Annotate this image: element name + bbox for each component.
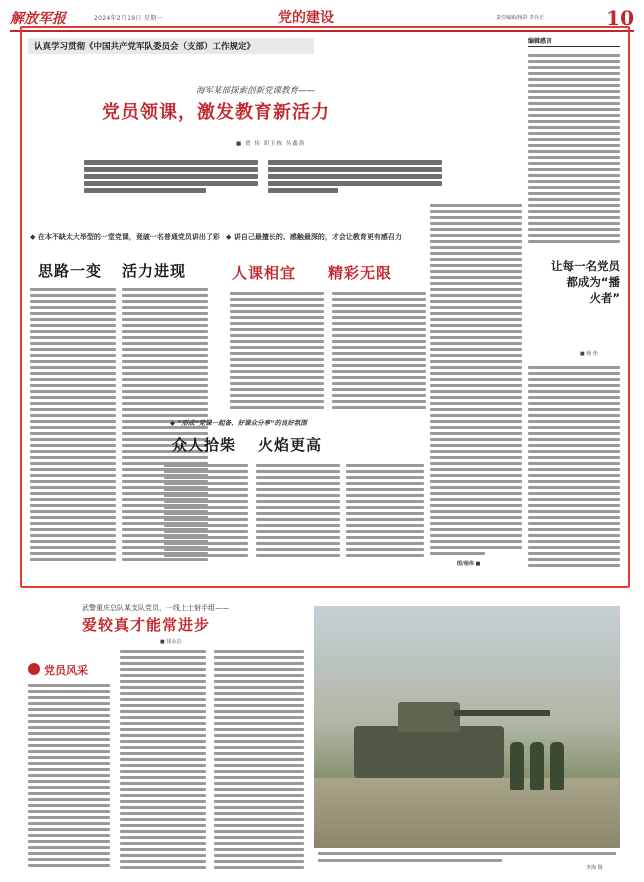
section2-body-col2	[332, 292, 426, 412]
section2-body-col1	[230, 292, 324, 412]
section2-title-b: 精彩无限	[328, 264, 393, 282]
topic-banner	[28, 38, 314, 54]
photo-caption	[314, 848, 620, 870]
section-title: 党的建设	[278, 10, 334, 26]
section1-body-col1	[30, 288, 116, 564]
photo-ground	[314, 778, 620, 848]
section2-kicker: ◆ 讲自己最擅长的、感触最深的，才会让教育更有感召力	[226, 233, 402, 241]
lower-article-byline: ■ 钱永洁	[160, 639, 182, 645]
section1-kicker: ◆ 在本不缺太大举型的一堂党课，竟破一名普通党员讲出了彩	[30, 233, 220, 241]
section3-kicker: ◆ “形成“党课一起备、好课众分享”的良好氛围	[170, 419, 307, 427]
photo-vehicle-turret	[398, 702, 460, 732]
sidebar-body-top	[528, 54, 620, 250]
lower-article-headline[interactable]: 爱较真才能常进步	[82, 616, 211, 634]
party-member-subhead-text: 党员风采	[44, 664, 88, 677]
section2-title-a: 人课相宜	[232, 264, 297, 282]
section3-body-col1	[164, 464, 248, 564]
photo-vehicle-barrel	[454, 710, 550, 716]
section3-body-col2	[256, 464, 340, 564]
body-col3	[430, 204, 522, 564]
article-lead: 海军某部探索创新党课教育——	[196, 86, 316, 96]
photo-soldier	[550, 742, 564, 790]
sidebar-headline-line2: 都成为“播	[566, 275, 620, 289]
sidebar-author: ■ 杨 伦	[580, 351, 598, 357]
photo-soldier	[510, 742, 524, 790]
lower-body-col2	[120, 650, 206, 874]
lower-article-kicker: 武警重庆总队某支队党员，一线上士射手组——	[82, 604, 229, 612]
party-emblem-icon	[28, 663, 40, 675]
lower-body-col3	[214, 650, 304, 874]
section3-title-b: 火焰更高	[258, 436, 323, 454]
editor-credit: 责任编辑/杨彩 李兵正	[496, 15, 545, 21]
photo-soldier	[530, 742, 544, 790]
article-headline[interactable]: 党员领课，激发教育新活力	[102, 102, 330, 123]
news-photo-armored-vehicle[interactable]	[314, 606, 620, 870]
sidebar-headline	[528, 258, 620, 306]
section3-title-a: 众人拾柴	[172, 436, 237, 454]
article-signoff: 图/杨伟 ■	[457, 561, 481, 567]
article-byline: ■ 贾 伟 胡玉栋 丛鑫洛	[236, 141, 306, 147]
editor-commentary-sidebar	[528, 36, 620, 578]
intro-paragraph-left	[84, 160, 258, 194]
section3-body-col3	[346, 464, 424, 564]
section1-title-b: 活力进现	[122, 262, 187, 280]
intro-paragraph-right	[268, 160, 442, 194]
sidebar-headline-line1: 让每一名党员	[551, 259, 620, 273]
sidebar-body-bottom	[528, 366, 620, 578]
sidebar-title: 编辑感言	[528, 36, 620, 47]
photo-vehicle-hull	[354, 726, 504, 778]
topic-banner-text: 认真学习贯彻《中国共产党军队委员会（支部）工作规定》	[34, 42, 256, 52]
issue-date: 2024年2月19日 星期一	[94, 15, 163, 22]
page-number: 10	[606, 6, 634, 30]
photo-credit: 李海 摄	[586, 865, 603, 871]
sidebar-headline-line3: 火者”	[589, 291, 620, 305]
lower-body-col1	[28, 684, 110, 874]
newspaper-logo: 解放军报	[10, 11, 66, 27]
section1-title-a: 思路一变	[38, 262, 103, 280]
